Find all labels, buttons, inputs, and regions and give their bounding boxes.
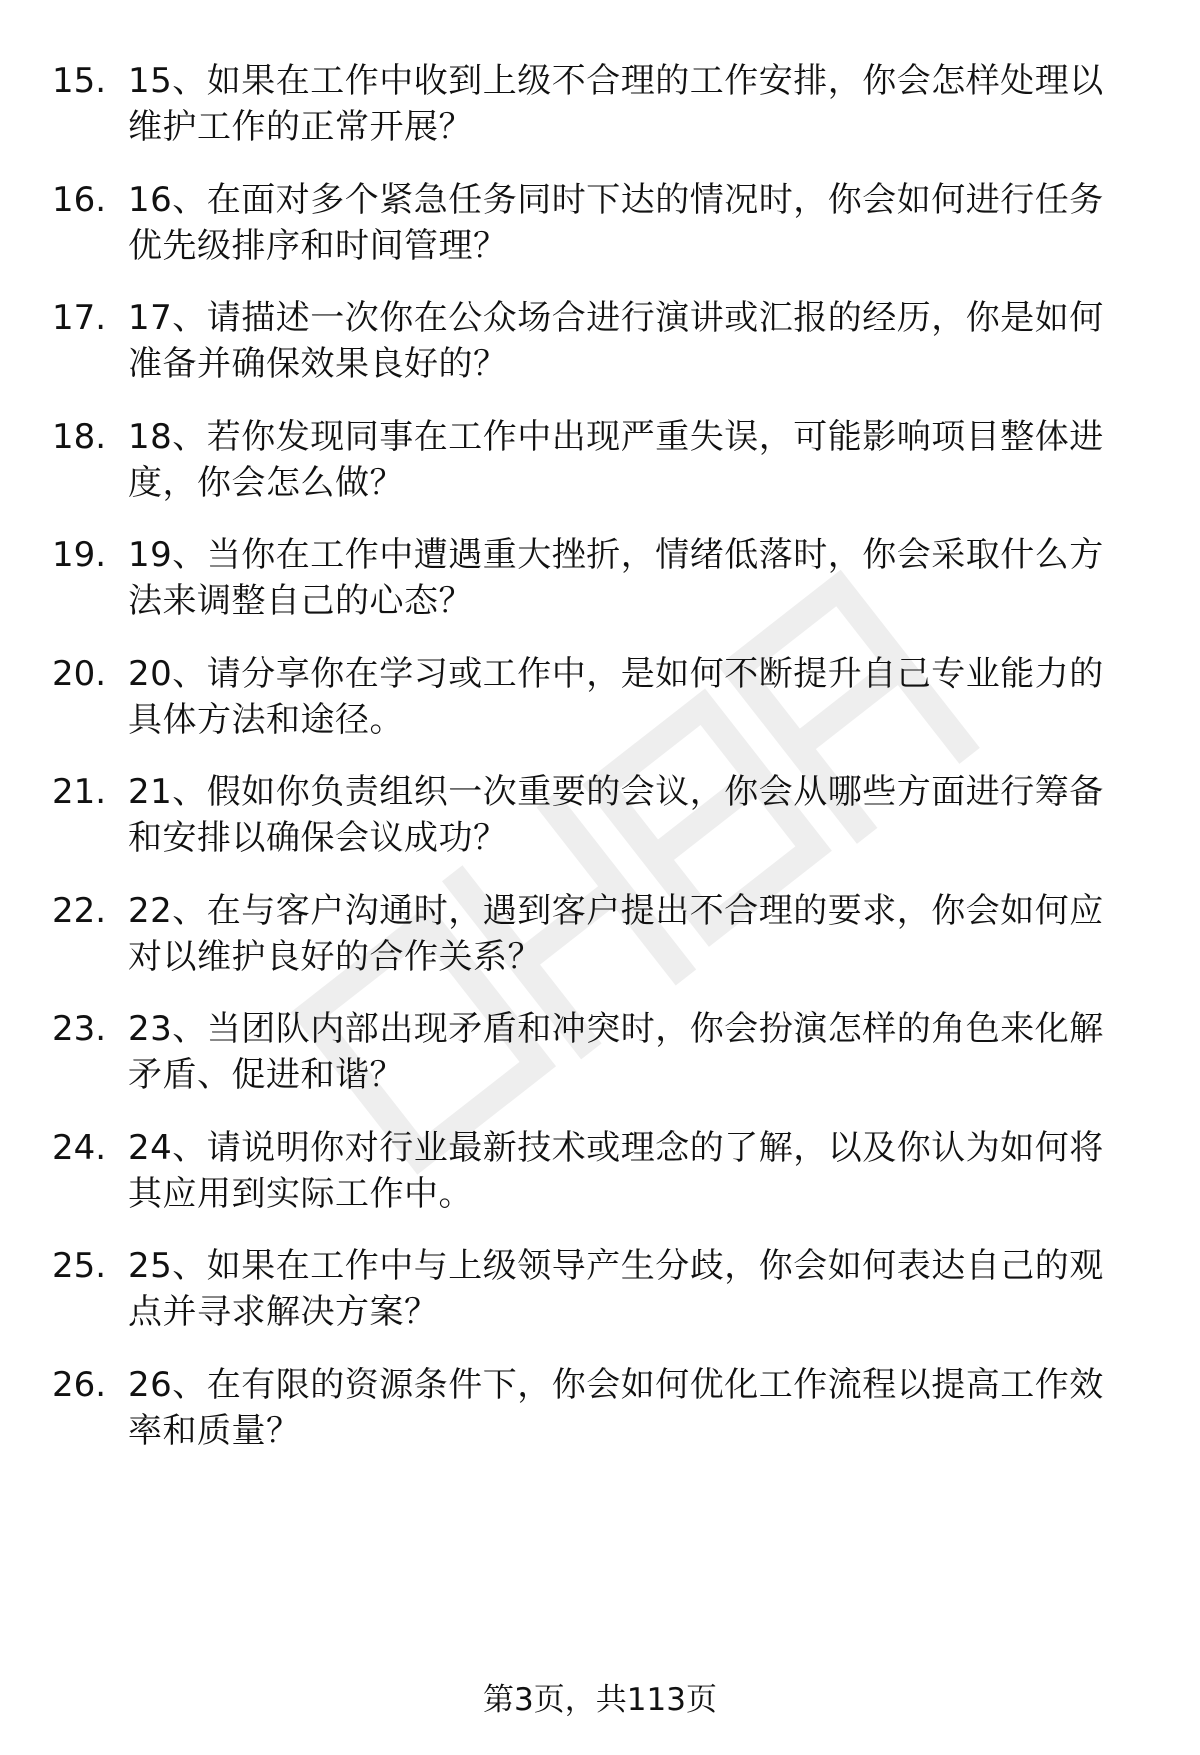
- question-item: [0, 295, 1200, 387]
- question-item: [0, 532, 1200, 624]
- question-text: [128, 414, 1148, 506]
- question-text-line: 准备并确保效果良好的？: [128, 344, 508, 384]
- question-item: [0, 177, 1200, 269]
- question-number: 18.: [52, 416, 107, 457]
- question-text-line: 15、如果在工作中收到上级不合理的工作安排，你会怎样处理以: [128, 61, 1104, 101]
- question-text: [128, 295, 1148, 387]
- question-number: 16.: [52, 179, 107, 220]
- question-number: 23.: [52, 1009, 107, 1049]
- question-text: [128, 1243, 1148, 1335]
- question-text: [128, 177, 1148, 269]
- question-text-line: 矛盾、促进和谐？: [128, 1055, 404, 1095]
- question-text-line: 维护工作的正常开展？: [128, 107, 473, 147]
- question-item: [0, 651, 1200, 743]
- question-item: [0, 888, 1200, 980]
- question-text-line: 24、请说明你对行业最新技术或理念的了解，以及你认为如何将: [128, 1127, 1104, 1168]
- question-number: 19.: [52, 535, 107, 575]
- question-text-line: 点并寻求解决方案？: [128, 1292, 439, 1332]
- question-text: [128, 1006, 1148, 1098]
- question-item: [0, 414, 1200, 506]
- question-text-line: 19、当你在工作中遭遇重大挫折，情绪低落时，你会采取什么方: [128, 535, 1104, 575]
- question-text-line: 17、请描述一次你在公众场合进行演讲或汇报的经历，你是如何: [128, 298, 1104, 338]
- question-text: [128, 651, 1148, 743]
- question-text-line: 20、请分享你在学习或工作中，是如何不断提升自己专业能力的: [128, 653, 1104, 694]
- question-text-line: 其应用到实际工作中。: [128, 1173, 473, 1214]
- question-number: 17.: [52, 298, 107, 338]
- question-text-line: 21、假如你负责组织一次重要的会议，你会从哪些方面进行筹备: [128, 772, 1104, 812]
- question-text-line: 和安排以确保会议成功？: [128, 818, 508, 858]
- question-item: [0, 1243, 1200, 1335]
- question-text-line: 23、当团队内部出现矛盾和冲突时，你会扮演怎样的角色来化解: [128, 1009, 1104, 1049]
- page-number: 第3页，共113页: [483, 1682, 717, 1718]
- question-text: [128, 769, 1148, 861]
- question-text-line: 25、如果在工作中与上级领导产生分歧，你会如何表达自己的观: [128, 1246, 1104, 1286]
- question-number: 25.: [52, 1246, 107, 1286]
- question-number: 26.: [52, 1364, 107, 1405]
- question-text: [128, 58, 1148, 150]
- question-text-line: 18、若你发现同事在工作中出现严重失误，可能影响项目整体进: [128, 416, 1104, 457]
- question-text-line: 16、在面对多个紧急任务同时下达的情况时，你会如何进行任务: [128, 179, 1104, 220]
- question-text-line: 22、在与客户沟通时，遇到客户提出不合理的要求，你会如何应: [128, 890, 1104, 931]
- question-text-line: 具体方法和途径。: [128, 699, 404, 740]
- question-number: 15.: [52, 61, 107, 101]
- question-number: 20.: [52, 653, 107, 694]
- question-item: [0, 1125, 1200, 1217]
- question-text-line: 26、在有限的资源条件下，你会如何优化工作流程以提高工作效: [128, 1364, 1104, 1405]
- question-text-line: 优先级排序和时间管理？: [128, 225, 508, 266]
- question-text-line: 度，你会怎么做？: [128, 462, 404, 503]
- question-item: [0, 1362, 1200, 1454]
- question-text-line: 率和质量？: [128, 1410, 301, 1451]
- question-number: 21.: [52, 772, 107, 812]
- question-text: [128, 888, 1148, 980]
- question-text-line: 对以维护良好的合作关系？: [128, 936, 542, 977]
- question-text: [128, 1362, 1148, 1454]
- question-number: 22.: [52, 890, 107, 931]
- question-text: [128, 1125, 1148, 1217]
- question-item: [0, 58, 1200, 150]
- question-item: [0, 1006, 1200, 1098]
- question-number: 24.: [52, 1127, 107, 1168]
- question-text: [128, 532, 1148, 624]
- question-text-line: 法来调整自己的心态？: [128, 581, 473, 621]
- question-item: [0, 769, 1200, 861]
